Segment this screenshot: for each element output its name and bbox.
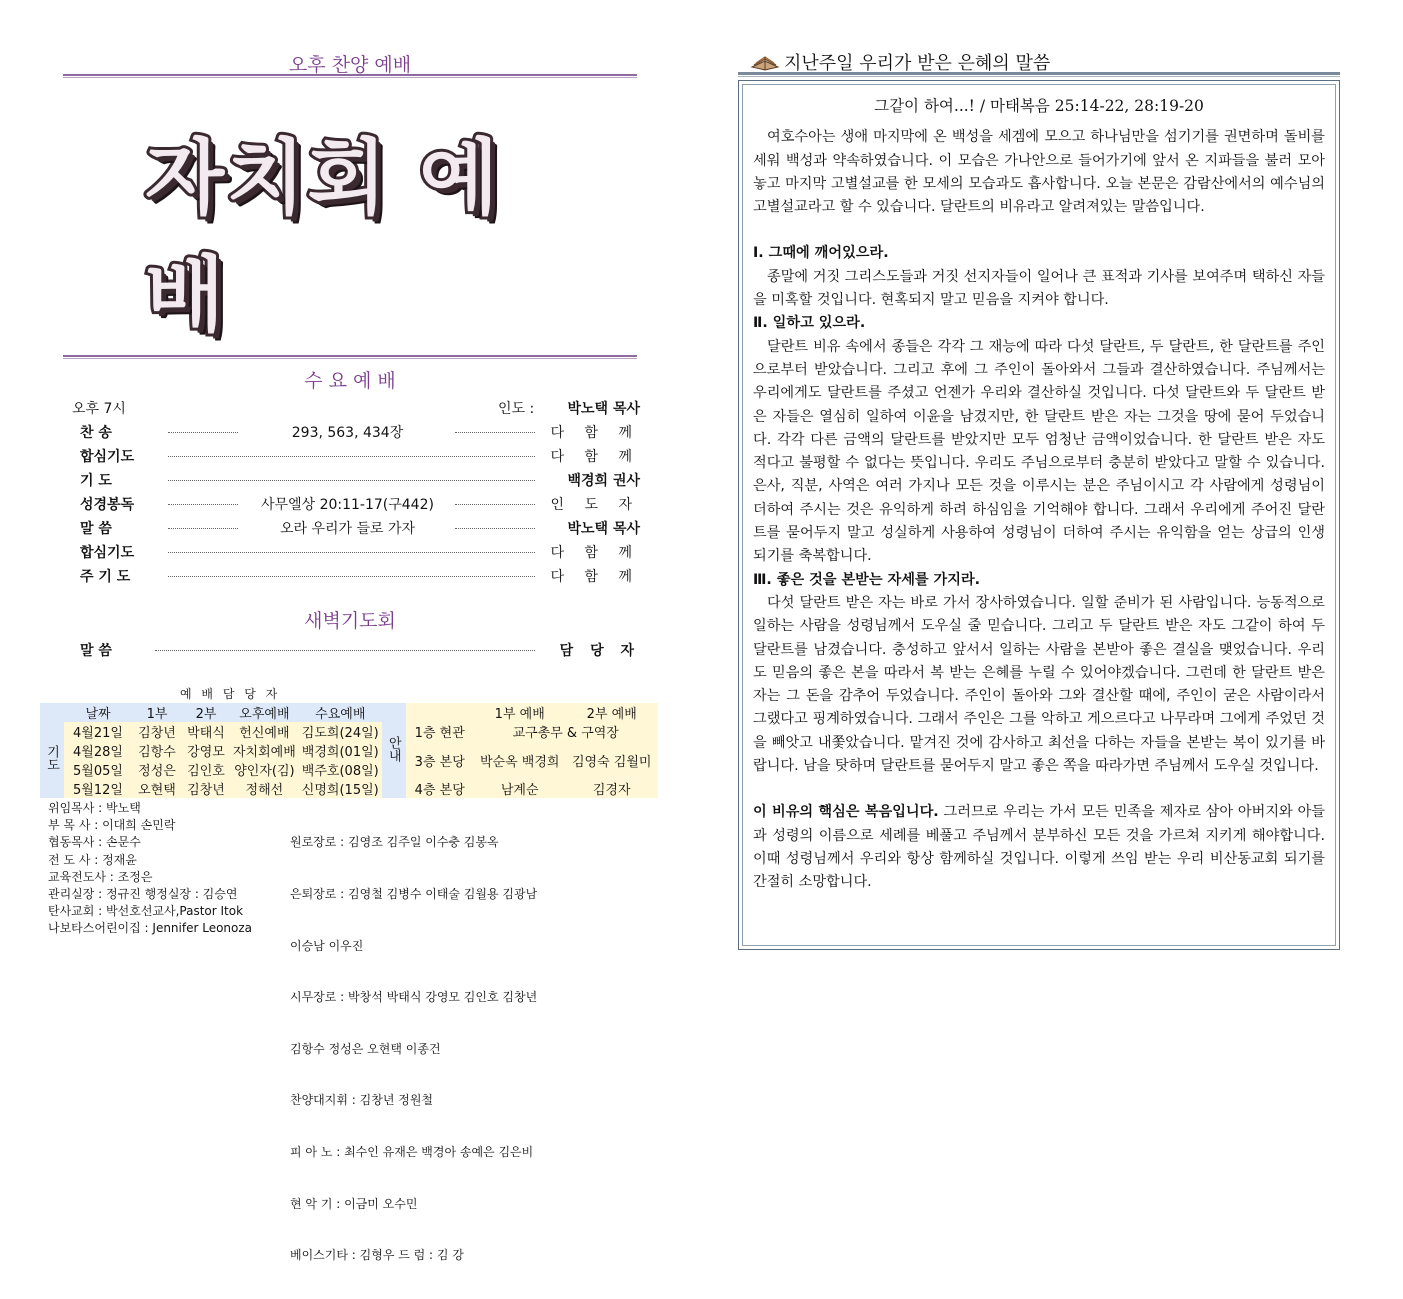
sermon-title-divider [738,72,1340,77]
dotted-leader [168,432,238,433]
officers-list-left [48,800,252,938]
officer-line: 피 아 노 : 최수인 유재은 백경아 송예은 김은비 [290,1145,534,1160]
dotted-leader [168,480,535,481]
officer-line: 찬양대지휘 : 김창년 정원철 [290,1093,433,1108]
order-row-label: 말 씀 [80,521,112,537]
table-cell: 김경자 [566,779,658,798]
table-row [40,779,658,798]
table-cell: 강영모 [182,741,230,760]
table-cell: 헌신예배 [230,722,299,741]
table-cell: 김창년 [182,779,230,798]
order-row [70,446,640,470]
table-cell: 백경희(01일) [299,741,382,760]
sermon-section-title-text: 지난주일 우리가 받은 은혜의 말씀 [784,53,1051,74]
duty-table [40,703,658,798]
dotted-leader [455,432,535,433]
section-divider [63,355,637,359]
officer-line: 시무장로 : 박창석 박태식 강영모 김인호 김창년 [290,990,538,1005]
officer-line: 탄사교회 : 박선호선교사,Pastor Itok [48,904,244,919]
table-cell: 오현택 [132,779,182,798]
order-row-person: 백경희 권사 [567,473,640,489]
sermon-point-body: 종말에 거짓 그리스도들과 거짓 선지자들이 일어나 큰 표적과 기사를 보여주며 택하신 자들을 미혹할 것입니다. 현혹되지 말고 믿음을 지켜야 합니다. [753,268,1325,309]
table-cell: 3층 본당 [406,741,474,779]
table-header [406,703,474,722]
guide-side-label: 안내 [385,735,401,762]
table-cell: 박순옥 백경희 [474,741,566,779]
sermon-point-body: 다섯 달란트 받은 자는 바로 가서 장사하였습니다. 일할 준비가 된 사람입니다. 능동적으로 일하는 사람을 성령님께서 도우실 줄 믿습니다. 그리고 두 달란트 받은 자도 그같이 하여 두 달란트를 남겼습니다. 충성하고 앞서서 일하는 사람을 본받아 좋은 결실을 맺었습니다. 우리도 믿음의 좋은 본을 따라서 복 받는 은혜를 누릴 수 있어야겠습니다. 그런데 한 달란트 받은 자는 그 돈을 감추어 두었습니다. 주인이 돌아와 그와 결산할 때에, 주인이 굳은 사람이라서 그랬다고 핑계하였습니다. 그래서 주인은 그를 악하고 게으르다고 나무라며 그에게 주었던 것을 빼앗고 내쫓았습니다. 맡겨진 것에 감사하고 최선을 다하는 자들을 본받는 복이 있기를 바랍니다. 남을 탓하며 달란트를 묻어두지 말고 좋은 쪽을 따라가면 주님께서 도우실 것입니다. [753,594,1325,775]
officer-line: 베이스기타 : 김형우 드 럼 : 김 강 [290,1248,464,1263]
table-cell: 5월12일 [64,779,132,798]
order-row-person: 다 함 께 [550,569,640,585]
sermon-intro: 여호수아는 생애 마지막에 온 백성을 세겜에 모으고 하나님만을 섬기기를 권면하며 돌비를 세워 백성과 약속하였습니다. 이 모습은 가나안으로 들어가기에 앞서 온 지파들을 불러 모아 놓고 마지막 고별설교를 한 모세의 모습과도 흡사합니다. 오늘 본문은 감람산에서의 예수님의 고별설교라고 할 수 있습니다. 달란트의 비유라고 알려져있는 말씀입니다. [753,129,1325,216]
main-banner-title [145,131,565,343]
table-cell: 백주호(08일) [299,760,382,779]
table-cell: 4월28일 [64,741,132,760]
afternoon-service-title: 오후 찬양 예배 [288,54,412,76]
left-page [40,30,670,1263]
table-header: 2부 [182,703,230,722]
table-row [40,703,658,722]
order-row-person: 다 함 께 [550,545,640,561]
table-row [40,722,658,741]
order-row-label: 합심기도 [80,545,135,561]
sermon-title: 그같이 하여...! / 마태복음 25:14-22, 28:19-20 [874,97,1204,115]
table-cell: 김영숙 김월미 [566,741,658,779]
table-cell: 정해선 [230,779,299,798]
order-row-person: 담 당 자 [559,643,640,659]
order-row [70,640,640,664]
officer-line: 원로장로 : 김영조 김주일 이수충 김봉옥 [290,835,499,850]
table-cell: 4월21일 [64,722,132,741]
table-header: 날짜 [64,703,132,722]
dawn-prayer-title: 새벽기도회 [304,610,396,632]
dotted-leader [168,504,238,505]
table-header: 2부 예배 [566,703,658,722]
conclusion-text: 그러므로 우리는 가서 모든 민족을 제자로 삼아 아버지와 아들과 성령의 이름으로 세례를 베풀고 주님께서 분부하신 모든 것을 가르쳐 지키게 해야합니다. 이때 성령님께서 우리와 항상 함께하실 것입니다. 이렇게 쓰임 받는 우리 비산동교회 되기를 간절히 소망합니다. [753,804,1326,891]
service-time: 오후 7시 [72,401,126,417]
table-cell: 김인호 [182,760,230,779]
guide-side [382,703,406,798]
order-row-label: 주 기 도 [80,569,131,585]
officer-line: 부 목 사 : 이대희 손민락 [48,818,176,833]
table-cell: 4층 본당 [406,779,474,798]
paragraph-gap [753,778,1325,801]
sermon-conclusion [753,801,1325,894]
dotted-leader [455,504,535,505]
order-row-label: 합심기도 [80,449,135,465]
order-row [70,494,640,518]
table-cell: 김도희(24일) [299,722,382,741]
officer-line: 은퇴장로 : 김영철 김병수 이태술 김월용 김광남 [290,887,538,902]
dotted-leader [155,650,535,651]
order-row-content: 오라 우리가 들로 가자 [279,521,416,537]
dotted-leader [168,552,535,553]
table-header: 오후예배 [230,703,299,722]
title-divider [63,74,637,78]
order-row-content: 사무엘상 20:11-17(구442) [261,497,434,513]
banner-text: 자치회 예배 [145,131,501,343]
dotted-leader [168,456,535,457]
officer-line: 나보타스어린이집 : Jennifer Leonoza [48,921,253,936]
sermon-point-heading: Ⅱ. 일하고 있으라. [753,315,866,332]
table-header: 수요예배 [299,703,382,722]
order-row [70,566,640,590]
table-cell: 박태식 [182,722,230,741]
leader-label: 인도 : [498,401,535,417]
table-cell: 1층 현관 [406,722,474,741]
sermon-content [742,84,1336,946]
order-row-label: 성경봉독 [80,497,135,513]
officer-line: 김항수 정성은 오현택 이종건 [290,1041,441,1056]
order-row-content: 293, 563, 434장 [291,425,404,441]
paragraph-gap [753,219,1325,242]
table-cell: 자치회예배 [230,741,299,760]
book-icon [750,53,780,71]
dotted-leader [455,528,535,529]
sermon-box [738,80,1340,950]
table-cell: 남계순 [474,779,566,798]
order-row [70,518,640,542]
table-cell: 양인자(김) [230,760,299,779]
duty-label: 예 배 담 당 자 [180,687,281,701]
table-cell: 5월05일 [64,760,132,779]
leader-name: 박노택 목사 [567,401,640,417]
table-cell: 신명희(15일) [299,779,382,798]
table-cell: 교구총무 & 구역장 [474,722,658,741]
table-cell: 정성은 [132,760,182,779]
dotted-leader [168,528,238,529]
order-row [70,470,640,494]
table-header: 1부 예배 [474,703,566,722]
prayer-side [40,722,64,798]
order-row-person: 박노택 목사 [567,521,640,537]
order-header-row [70,398,640,422]
order-row-person: 다 함 께 [550,449,640,465]
order-row [70,422,640,446]
order-row-person: 다 함 께 [550,425,640,441]
table-header: 1부 [132,703,182,722]
sermon-point-body: 달란트 비유 속에서 종들은 각각 그 재능에 따라 다섯 달란트, 두 달란트, 한 달란트를 주인으로부터 받았습니다. 그리고 후에 그 주인이 돌아와서 그들과 결산하였습니다. 주님께서는 우리에게도 달란트를 주셨고 언젠가 우리와 결산하실 것입니다. 다섯 달란트와 두 달란트 받은 자들은 열심히 일하여 이윤을 남겼지만, 한 달란트 받은 자는 그것을 땅에 묻어 두었습니다. 각각 다른 금액의 달란트를 받았지만 모두 엄청난 금액이었습니다. 한 달란트 받은 자도 적다고 불평할 수 없다는 뜻입니다. 우리도 주님으로부터 충분히 받았다고 말할 수 있습니다. 은사, 직분, 사역은 여러 가지나 모든 것을 이루시는 분은 주님이시고 각 사람에게 성령님이 더하여 주시는 것은 유익하게 하려 하심임을 기억해야 합니다. 그래서 우리에게 주어진 달란트를 묻어두지 말고 성실하게 사용하여 성령님이 더하여 주시는 유익함을 얻는 상급의 인생 되기를 축복합니다. [753,338,1325,565]
officer-line: 현 악 기 : 이금미 오수민 [290,1196,418,1211]
sermon-point-heading: Ⅰ. 그때에 깨어있으라. [753,245,889,262]
dotted-leader [168,576,535,577]
table-row [40,741,658,760]
order-row-label: 말 씀 [80,643,112,659]
table-cell: 김항수 [132,741,182,760]
officer-line: 협동목사 : 손문수 [48,835,141,850]
order-row [70,542,640,566]
officers-list-right [290,800,537,1299]
officer-line: 관리실장 : 정규진 행정실장 : 김승연 [48,887,238,902]
wednesday-service-title: 수 요 예 배 [304,370,396,392]
table-cell: 김창년 [132,722,182,741]
officer-line: 이승남 이우진 [290,938,364,953]
order-row-person: 인 도 자 [550,497,640,513]
order-row-label: 기 도 [80,473,112,489]
officer-line: 위임목사 : 박노택 [48,801,141,815]
order-row-label: 찬 송 [80,425,112,441]
conclusion-emphasis: 이 비유의 핵심은 복음입니다. [753,804,939,821]
prayer-side-label: 기도 [44,745,59,771]
sermon-point-heading: Ⅲ. 좋은 것을 본받는 자세를 가지라. [753,571,981,588]
officer-line: 교육전도사 : 조정은 [48,869,153,884]
table-cell [40,703,64,722]
officer-line: 전 도 사 : 정재윤 [48,852,137,867]
